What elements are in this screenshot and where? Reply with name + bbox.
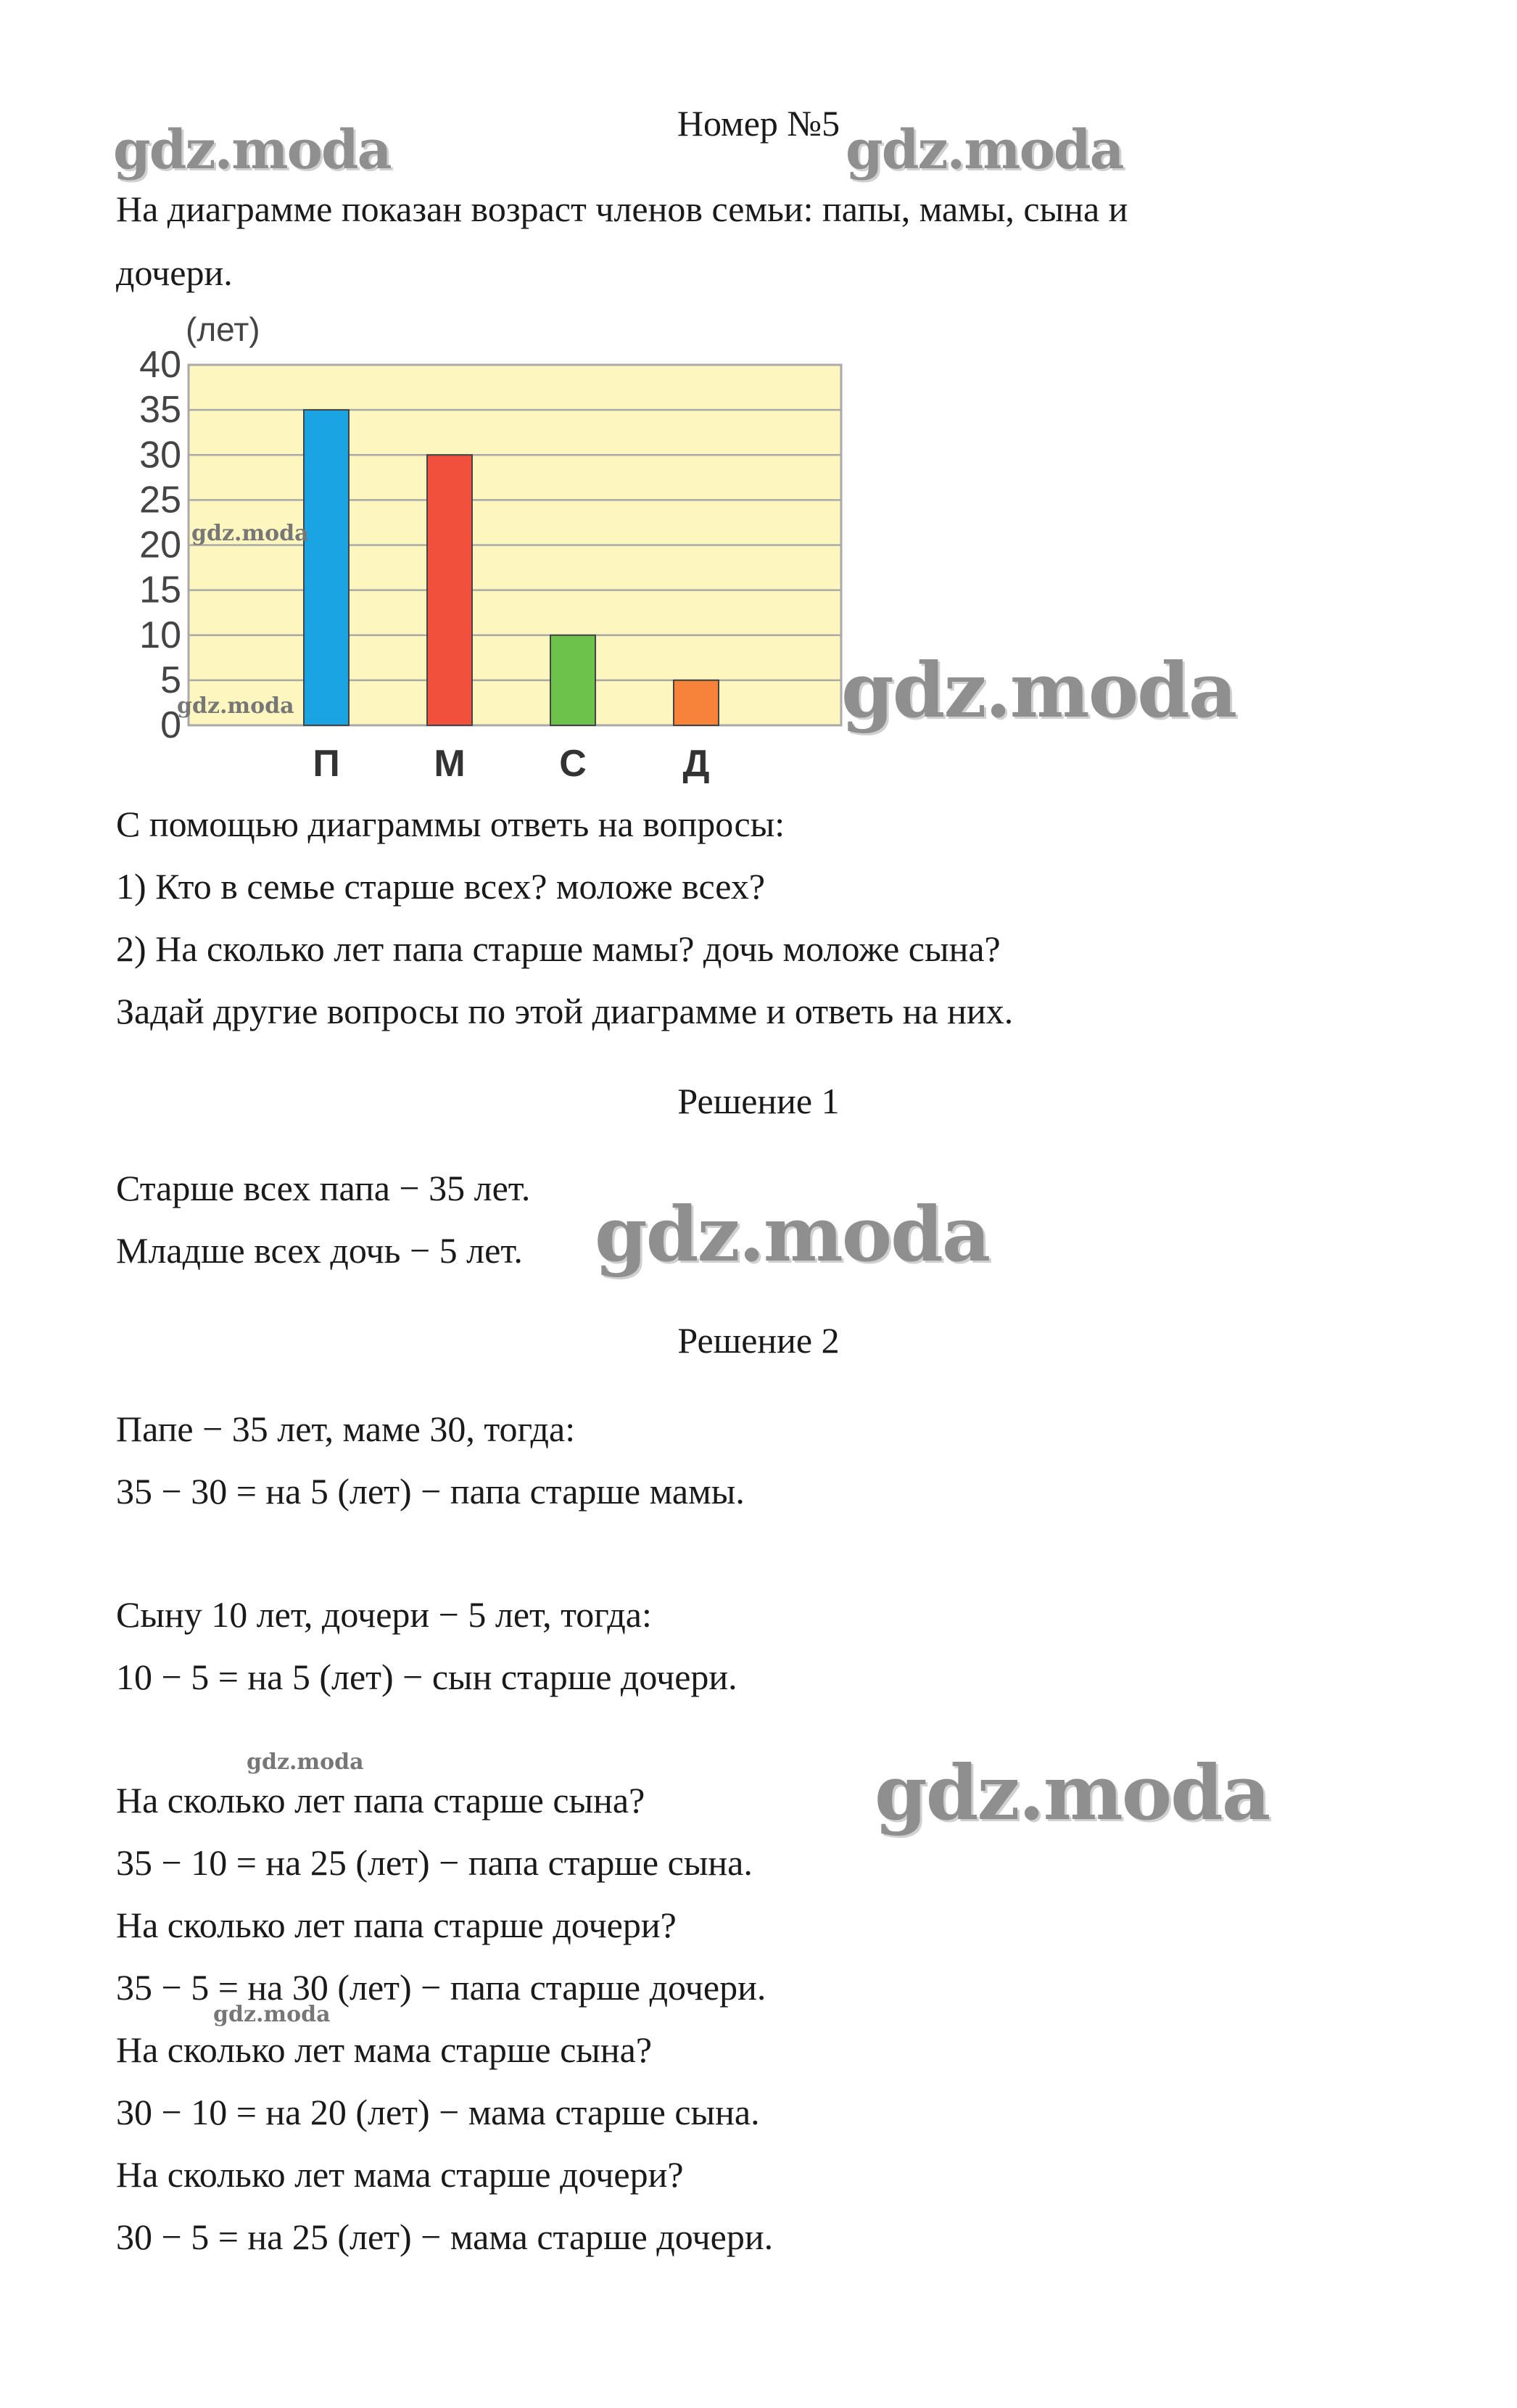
chart-x-tick-label: П	[313, 743, 340, 783]
solution-2-heading: Решение 2	[677, 1320, 840, 1361]
solution-2-line-10: 30 − 10 = на 20 (лет) − мама старше сына.	[116, 2092, 760, 2132]
watermark: gdz.moda	[875, 1748, 1270, 1837]
chart-y-tick-label: 30	[139, 434, 181, 477]
solution-2-line-6: 35 − 10 = на 25 (лет) − папа старше сына.	[116, 1842, 753, 1883]
chart-y-tick-label: 5	[160, 659, 181, 701]
watermark: gdz.moda	[177, 693, 294, 719]
chart-y-tick-label: 35	[139, 389, 181, 432]
chart-y-tick-label: 40	[139, 344, 181, 386]
solution-2-line-8: 35 − 5 = на 30 (лет) − папа старше дочери.	[116, 1967, 766, 2008]
chart-y-tick-label: 10	[139, 614, 181, 656]
solution-2-line-1: Папе − 35 лет, маме 30, тогда:	[116, 1409, 576, 1449]
chart-y-tick-label: 25	[139, 479, 181, 521]
chart-y-tick-label: 0	[160, 704, 181, 746]
chart-bar	[550, 635, 595, 725]
chart-bar	[304, 410, 349, 725]
chart-x-ticks	[313, 743, 709, 783]
watermark: gdz.moda	[213, 2002, 331, 2027]
questions-line-3: 2) На сколько лет папа старше мамы? дочь моложе сына?	[116, 928, 1001, 969]
chart-bar	[674, 680, 719, 725]
chart-y-tick-label: 20	[139, 524, 181, 566]
solution-2-line-2: 35 − 30 = на 5 (лет) − папа старше мамы.	[116, 1471, 745, 1512]
intro-line-2: дочери.	[116, 252, 233, 293]
solution-2-line-11: На сколько лет мама старше дочери?	[116, 2154, 684, 2195]
watermark: gdz.moda	[841, 646, 1236, 735]
watermark: gdz.moda	[113, 119, 391, 181]
solution-2-line-7: На сколько лет папа старше дочери?	[116, 1905, 677, 1945]
chart-y-ticks	[139, 344, 181, 746]
solution-1-heading: Решение 1	[677, 1081, 840, 1121]
watermark: gdz.moda	[191, 521, 309, 546]
solution-2-line-5: На сколько лет папа старше сына?	[116, 1780, 645, 1821]
solution-2-line-3: Сыну 10 лет, дочери − 5 лет, тогда:	[116, 1594, 652, 1635]
watermark: gdz.moda	[247, 1749, 364, 1775]
solution-2-line-4: 10 − 5 = на 5 (лет) − сын старше дочери.	[116, 1657, 737, 1697]
solution-2-line-9: На сколько лет мама старше сына?	[116, 2029, 653, 2070]
watermark: gdz.moda	[846, 119, 1123, 181]
chart-y-tick-label: 15	[139, 569, 181, 611]
questions-line-2: 1) Кто в семье старше всех? моложе всех?	[116, 866, 766, 907]
questions-line-4: Задай другие вопросы по этой диаграмме и ответь на них.	[116, 991, 1014, 1031]
intro-line-1: На диаграмме показан возраст членов семьи: папы, мамы, сына и	[116, 189, 1128, 229]
page-title: Номер №5	[677, 103, 840, 144]
solution-1-line-1: Старше всех папа − 35 лет.	[116, 1168, 531, 1208]
chart-bar	[427, 455, 472, 725]
chart-x-tick-label: Д	[682, 743, 710, 783]
chart-x-tick-label: М	[434, 743, 466, 783]
solution-2-line-12: 30 − 5 = на 25 (лет) − мама старше дочери.	[116, 2217, 774, 2257]
solution-1-line-2: Младше всех дочь − 5 лет.	[116, 1230, 523, 1271]
watermark: gdz.moda	[595, 1189, 990, 1279]
questions-line-1: С помощью диаграммы ответь на вопросы:	[116, 804, 785, 844]
chart-x-tick-label: С	[559, 743, 587, 783]
chart-y-axis-label: (лет)	[186, 310, 260, 348]
